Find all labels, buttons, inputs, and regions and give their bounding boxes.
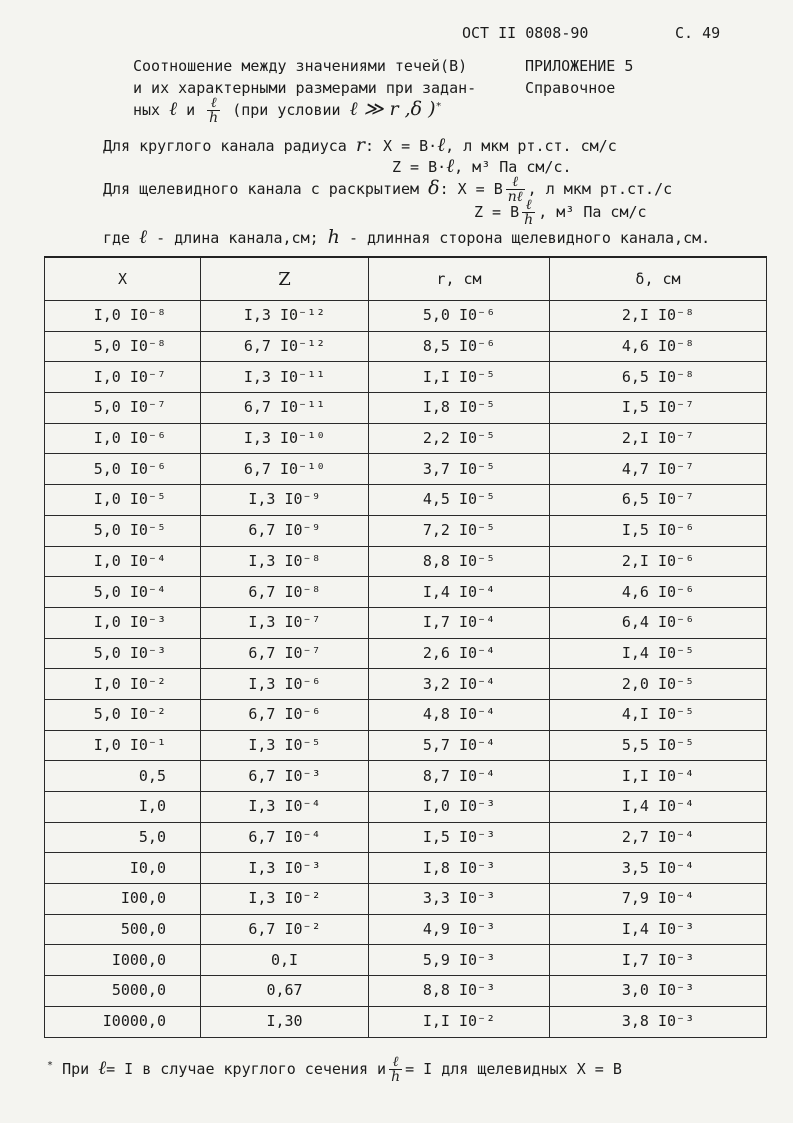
cell-z: I,30: [201, 1006, 369, 1037]
cell-d: I,5 I0⁻⁶: [550, 515, 767, 546]
cell-r: 8,5 I0⁻⁶: [369, 331, 550, 362]
where-mid: - длина канала,см;: [156, 229, 319, 247]
round-x-units: , л мкм рт.ст. см/с: [445, 137, 617, 155]
radius-symbol: r: [355, 134, 365, 156]
cell-x: I,0: [45, 792, 201, 823]
cell-r: 4,9 I0⁻³: [369, 914, 550, 945]
cell-d: 3,8 I0⁻³: [550, 1006, 767, 1037]
table-row: [45, 546, 767, 577]
cell-d: 2,I I0⁻⁸: [550, 301, 767, 332]
cell-x: 5,0: [45, 822, 201, 853]
table-row: [45, 454, 767, 485]
cell-x: I,0 I0⁻³: [45, 607, 201, 638]
cell-r: 5,0 I0⁻⁶: [369, 301, 550, 332]
cell-x: I00,0: [45, 884, 201, 915]
fraction-numerator: ℓ: [207, 96, 220, 111]
cell-z: 6,7 I0⁻⁸: [201, 577, 369, 608]
table-row: [45, 699, 767, 730]
cell-r: 4,5 I0⁻⁵: [369, 485, 550, 516]
cell-r: 8,8 I0⁻⁵: [369, 546, 550, 577]
cell-d: 2,I I0⁻⁶: [550, 546, 767, 577]
cell-x: 5,0 I0⁻⁸: [45, 331, 201, 362]
cell-x: 5,0 I0⁻⁴: [45, 577, 201, 608]
cell-z: 6,7 I0⁻¹⁰: [201, 454, 369, 485]
table-row: [45, 792, 767, 823]
cell-x: 5,0 I0⁻⁵: [45, 515, 201, 546]
gap-symbol: δ: [428, 177, 440, 199]
table-row: [45, 761, 767, 792]
round-z-units: , м³ Па см/с.: [454, 158, 572, 176]
round-channel-label: Для круглого канала радиуса: [103, 137, 347, 155]
slit-x-units: , л мкм рт.ст./с: [527, 180, 673, 198]
cell-d: 4,6 I0⁻⁶: [550, 577, 767, 608]
cell-z: I,3 I0⁻⁵: [201, 730, 369, 761]
footnote-mark: *: [435, 101, 442, 112]
table-row: [45, 393, 767, 424]
slit-x-den: nℓ: [507, 189, 523, 205]
cell-r: 5,7 I0⁻⁴: [369, 730, 550, 761]
cell-d: 7,9 I0⁻⁴: [550, 884, 767, 915]
table-row: [45, 301, 767, 332]
flow-size-table: [44, 256, 767, 1038]
cell-r: I,I I0⁻²: [369, 1006, 550, 1037]
round-z-length: ℓ: [446, 155, 455, 177]
ratio-fraction: [207, 96, 220, 125]
title-line-3-start: ных: [133, 101, 161, 119]
cell-r: I,0 I0⁻³: [369, 792, 550, 823]
cell-z: 6,7 I0⁻⁷: [201, 638, 369, 669]
cell-z: I,3 I0⁻⁷: [201, 607, 369, 638]
header-d: δ, см: [550, 257, 767, 301]
table-row: [45, 515, 767, 546]
footnote: [47, 1055, 622, 1084]
cell-x: 5,0 I0⁻³: [45, 638, 201, 669]
cell-d: I,7 I0⁻³: [550, 945, 767, 976]
round-x-length: ℓ: [437, 134, 446, 156]
formula-round-x: [103, 134, 617, 157]
cell-r: 8,8 I0⁻³: [369, 976, 550, 1007]
cell-r: 8,7 I0⁻⁴: [369, 761, 550, 792]
slit-z-eq: Z = B: [474, 203, 520, 221]
cell-d: 5,5 I0⁻⁵: [550, 730, 767, 761]
cell-r: 7,2 I0⁻⁵: [369, 515, 550, 546]
table-row: [45, 730, 767, 761]
table-row: [45, 485, 767, 516]
footnote-frac-num: ℓ: [389, 1055, 402, 1070]
cell-d: 2,7 I0⁻⁴: [550, 822, 767, 853]
cell-r: 3,2 I0⁻⁴: [369, 669, 550, 700]
formula-slit-z: [474, 198, 647, 227]
header-z: Z: [201, 257, 369, 301]
cell-z: I,3 I0⁻⁹: [201, 485, 369, 516]
cell-r: 4,8 I0⁻⁴: [369, 699, 550, 730]
cell-z: I,3 I0⁻¹⁰: [201, 423, 369, 454]
where-length: ℓ: [139, 226, 148, 248]
table-row: [45, 607, 767, 638]
cell-d: 6,4 I0⁻⁶: [550, 607, 767, 638]
cell-d: 3,5 I0⁻⁴: [550, 853, 767, 884]
footnote-mark-bottom: *: [47, 1060, 54, 1071]
slit-z-num: ℓ: [522, 198, 535, 213]
cell-d: 4,6 I0⁻⁸: [550, 331, 767, 362]
appendix-subtitle: Справочное: [525, 79, 616, 97]
table-row: [45, 331, 767, 362]
cell-d: 2,I I0⁻⁷: [550, 423, 767, 454]
condition-dims: r ,δ ): [389, 98, 436, 120]
cell-d: I,4 I0⁻⁵: [550, 638, 767, 669]
cell-x: I,0 I0⁻²: [45, 669, 201, 700]
footnote-start: При: [62, 1060, 90, 1078]
table-row: [45, 884, 767, 915]
cell-x: I,0 I0⁻⁴: [45, 546, 201, 577]
fraction-denominator: h: [209, 110, 219, 126]
cell-r: I,8 I0⁻³: [369, 853, 550, 884]
cell-r: 2,6 I0⁻⁴: [369, 638, 550, 669]
table-row: [45, 362, 767, 393]
where-end: - длинная сторона щелевидного канала,см.: [348, 229, 711, 247]
cell-z: 6,7 I0⁻²: [201, 914, 369, 945]
cell-x: I000,0: [45, 945, 201, 976]
title-condition: (при условии: [232, 101, 341, 119]
footnote-frac-den: h: [391, 1069, 401, 1085]
slit-channel-label: Для щелевидного канала с раскрытием: [103, 180, 420, 198]
cell-r: I,7 I0⁻⁴: [369, 607, 550, 638]
cell-z: 6,7 I0⁻⁶: [201, 699, 369, 730]
cell-z: 6,7 I0⁻¹¹: [201, 393, 369, 424]
slit-z-den: h: [524, 212, 534, 228]
round-x-eq: : X = B·: [364, 137, 438, 155]
cell-d: I,4 I0⁻⁴: [550, 792, 767, 823]
table-row: [45, 669, 767, 700]
cell-z: I,3 I0⁻⁸: [201, 546, 369, 577]
cell-d: 4,I I0⁻⁵: [550, 699, 767, 730]
cell-d: I,I I0⁻⁴: [550, 761, 767, 792]
table-row: [45, 945, 767, 976]
table-row: [45, 577, 767, 608]
condition-length: ℓ ≫: [349, 98, 390, 120]
table-row: [45, 914, 767, 945]
cell-r: 2,2 I0⁻⁵: [369, 423, 550, 454]
cell-x: I,0 I0⁻⁷: [45, 362, 201, 393]
cell-x: I,0 I0⁻⁶: [45, 423, 201, 454]
table-row: [45, 976, 767, 1007]
where-h: h: [327, 226, 340, 248]
cell-z: I,3 I0⁻²: [201, 884, 369, 915]
cell-r: I,8 I0⁻⁵: [369, 393, 550, 424]
cell-z: 0,I: [201, 945, 369, 976]
cell-x: 500,0: [45, 914, 201, 945]
cell-x: 5,0 I0⁻⁶: [45, 454, 201, 485]
cell-z: 6,7 I0⁻⁹: [201, 515, 369, 546]
footnote-mid: = I в случае круглого сечения и: [106, 1060, 387, 1078]
cell-x: 5,0 I0⁻²: [45, 699, 201, 730]
footnote-end: = I для щелевидных X = B: [405, 1060, 622, 1078]
cell-d: 2,0 I0⁻⁵: [550, 669, 767, 700]
cell-r: 5,9 I0⁻³: [369, 945, 550, 976]
table-row: [45, 853, 767, 884]
slit-x-eq: : X = B: [439, 180, 503, 198]
cell-x: I,0 I0⁻⁵: [45, 485, 201, 516]
header-x: X: [45, 257, 201, 301]
table-row: [45, 423, 767, 454]
cell-r: I,4 I0⁻⁴: [369, 577, 550, 608]
cell-z: 0,67: [201, 976, 369, 1007]
cell-d: I,5 I0⁻⁷: [550, 393, 767, 424]
cell-x: 5,0 I0⁻⁷: [45, 393, 201, 424]
table-row: [45, 822, 767, 853]
cell-d: 6,5 I0⁻⁸: [550, 362, 767, 393]
standard-number: ОСТ II 0808-90: [462, 24, 589, 42]
cell-d: 6,5 I0⁻⁷: [550, 485, 767, 516]
cell-z: I,3 I0⁻⁴: [201, 792, 369, 823]
table-header-row: [45, 257, 767, 301]
cell-z: I,3 I0⁻⁶: [201, 669, 369, 700]
where-start: где: [103, 229, 131, 247]
title-and: и: [186, 101, 196, 119]
table-row: [45, 638, 767, 669]
cell-x: 5000,0: [45, 976, 201, 1007]
slit-x-num: ℓ: [506, 175, 525, 190]
table-body: [45, 301, 767, 1038]
formula-where: [103, 226, 710, 249]
cell-z: 6,7 I0⁻³: [201, 761, 369, 792]
title-line-2: и их характерными размерами при задан-: [133, 79, 477, 97]
cell-r: I,5 I0⁻³: [369, 822, 550, 853]
slit-z-units: , м³ Па см/с: [538, 203, 647, 221]
cell-x: I,0 I0⁻¹: [45, 730, 201, 761]
title-line-1: Соотношение между значениями течей(В): [133, 57, 468, 75]
slit-z-fraction: [522, 198, 535, 227]
cell-x: I0,0: [45, 853, 201, 884]
round-z-eq: Z = B·: [392, 158, 447, 176]
header-r: r, см: [369, 257, 550, 301]
cell-r: 3,3 I0⁻³: [369, 884, 550, 915]
cell-z: 6,7 I0⁻⁴: [201, 822, 369, 853]
cell-d: I,4 I0⁻³: [550, 914, 767, 945]
footnote-fraction: [389, 1055, 402, 1084]
appendix-title: ПРИЛОЖЕНИЕ 5: [525, 57, 634, 75]
cell-z: 6,7 I0⁻¹²: [201, 331, 369, 362]
footnote-length: ℓ: [98, 1057, 107, 1079]
cell-r: I,I I0⁻⁵: [369, 362, 550, 393]
cell-r: 3,7 I0⁻⁵: [369, 454, 550, 485]
length-symbol: ℓ: [169, 98, 178, 120]
cell-x: I,0 I0⁻⁸: [45, 301, 201, 332]
table-row: [45, 1006, 767, 1037]
cell-d: 4,7 I0⁻⁷: [550, 454, 767, 485]
title-line-3: [133, 96, 442, 125]
cell-z: I,3 I0⁻³: [201, 853, 369, 884]
cell-x: I0000,0: [45, 1006, 201, 1037]
cell-z: I,3 I0⁻¹²: [201, 301, 369, 332]
cell-d: 3,0 I0⁻³: [550, 976, 767, 1007]
cell-x: 0,5: [45, 761, 201, 792]
cell-z: I,3 I0⁻¹¹: [201, 362, 369, 393]
page-number: С. 49: [675, 24, 721, 42]
